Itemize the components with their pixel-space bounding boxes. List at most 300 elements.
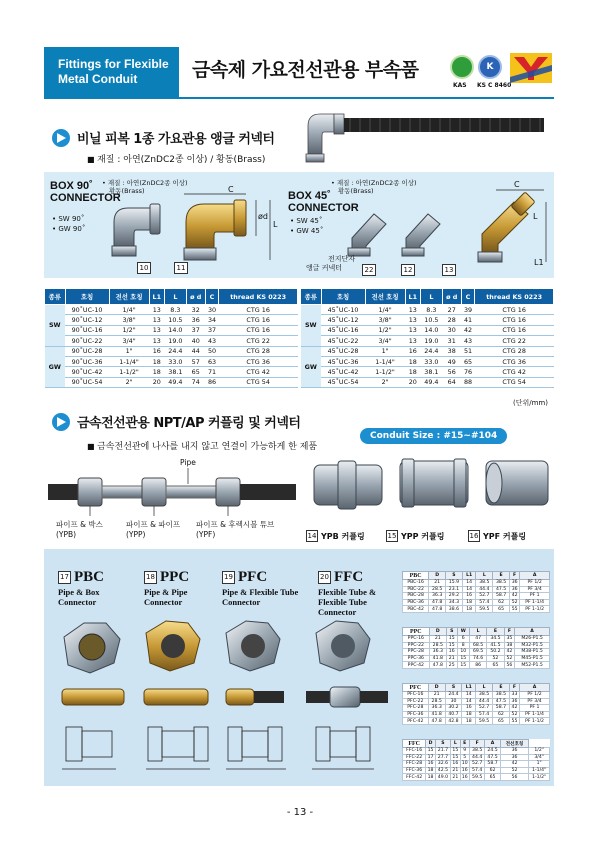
table-cell: 44.4 — [476, 586, 493, 593]
column-header: S — [446, 572, 463, 580]
table-cell: 38.1 — [421, 367, 443, 377]
spec-table-pbc — [402, 571, 550, 613]
table-cell: 65 — [487, 662, 504, 669]
table-cell: 52 — [487, 655, 504, 662]
table-cell: 90˚UC-10 — [65, 305, 109, 315]
column-header: A — [520, 684, 550, 692]
spec-table-pfc — [402, 683, 550, 725]
mini-table-code: PBC — [403, 572, 429, 580]
product-pfc-desc2: Connector — [222, 597, 261, 607]
table-cell: PPC-42 — [403, 662, 430, 669]
table-cell: 38.5 — [492, 692, 509, 699]
table-cell: 3/8" — [365, 315, 405, 325]
table-cell: 65 — [461, 356, 475, 366]
table-cell: 56 — [500, 774, 528, 781]
table-cell: 30 — [205, 305, 219, 315]
table-cell: PPC-28 — [403, 649, 430, 656]
arrow-right-icon — [52, 413, 70, 431]
table-cell: 42 — [500, 761, 528, 768]
table-cell: 17 — [427, 754, 434, 760]
group-label: SW — [45, 305, 66, 347]
table-cell: 49 — [442, 356, 461, 366]
table-cell: 36 — [500, 754, 528, 761]
box45-material-line1: • 재질 : 아연(ZnDC2종 이상) — [331, 179, 417, 187]
box90-material-line1: • 재질 : 아연(ZnDC2종 이상) — [102, 179, 188, 187]
table-row — [403, 754, 550, 761]
table-cell: 52 — [504, 655, 515, 662]
table-cell: 38.5 — [493, 580, 510, 587]
table-cell: 41.5 — [487, 642, 504, 649]
column-header: E — [487, 628, 504, 636]
column-header: F — [504, 628, 515, 636]
table-cell: 16 — [427, 761, 434, 767]
caption-ypp-line1: 파이프 & 파이프 — [126, 520, 181, 529]
table-cell: 34.5 — [487, 636, 504, 643]
item-number-17: 17 — [58, 571, 71, 584]
table-cell: 36.3 — [428, 705, 445, 712]
table-cell: 32 — [186, 305, 205, 315]
table-cell: 15 — [457, 662, 469, 669]
english-title-line2: Metal Conduit — [58, 72, 138, 86]
table-row — [301, 305, 554, 315]
product-ppc — [144, 569, 189, 607]
column-header: A — [515, 628, 550, 636]
table-cell: 16 — [446, 649, 457, 656]
box90-models — [52, 214, 85, 234]
table-row — [45, 346, 298, 356]
table-cell: 45˚UC-22 — [321, 336, 365, 346]
table-row — [403, 593, 550, 600]
table-cell: 21 — [446, 655, 457, 662]
spec-table-ppc — [402, 627, 550, 669]
mini-table-header — [403, 684, 550, 692]
table-cell: 36 — [186, 315, 205, 325]
kas-logo-caption: KAS — [453, 82, 467, 89]
table-cell: 1" — [529, 761, 550, 768]
column-header: S — [446, 628, 457, 636]
table-cell: CTG 36 — [475, 356, 554, 366]
product-ffc-desc1: Flexible Tube & — [318, 587, 377, 597]
table-cell: 35 — [504, 636, 515, 643]
table-cell: 18 — [427, 768, 434, 774]
table-cell: 57.4 — [476, 599, 493, 606]
column-header: L1 — [149, 289, 164, 305]
table-cell: 33.0 — [165, 356, 187, 366]
table-row — [45, 325, 298, 335]
box45-material — [331, 179, 417, 195]
table-cell: 16 — [462, 593, 476, 600]
caption-ypb — [56, 520, 103, 540]
table-cell: 59.5 — [469, 774, 484, 781]
table-cell: 65 — [493, 606, 510, 613]
table-cell: 52.7 — [476, 593, 493, 600]
table-cell: 65 — [492, 718, 509, 725]
table-cell: 18 — [462, 606, 476, 613]
table-cell: 13 — [405, 305, 420, 315]
column-header: 호칭 — [65, 289, 109, 305]
table-cell: 63 — [205, 356, 219, 366]
table-cell: 38.5 — [469, 748, 484, 755]
product-ffc — [318, 569, 376, 617]
table-cell: 47.5 — [485, 754, 500, 761]
group-label: SW — [301, 305, 322, 347]
column-header: E — [492, 684, 509, 692]
table-cell: 39 — [461, 305, 475, 315]
table-cell: 21.7 — [435, 748, 450, 755]
table-cell: 71 — [205, 367, 219, 377]
table-cell: PBC-16 — [403, 580, 429, 587]
table-cell: 33.0 — [421, 356, 443, 366]
table-cell: 59.5 — [476, 718, 493, 725]
conduit-elbow-image — [300, 112, 554, 170]
box90-model-sw: • SW 90˚ — [52, 215, 85, 223]
column-header: F — [509, 684, 519, 692]
product-pbc-desc2: Connector — [58, 597, 97, 607]
column-header: 호칭 — [321, 289, 365, 305]
table-row — [403, 606, 550, 613]
table-cell: PF 3/4 — [520, 698, 550, 705]
table-cell: 31 — [442, 336, 461, 346]
table-cell: PFC-16 — [403, 692, 429, 699]
table-cell: 16 — [405, 346, 420, 356]
table-cell: FFC-22 — [403, 754, 426, 761]
table-cell: 86 — [205, 377, 219, 387]
column-header: A — [485, 740, 500, 748]
column-header: L1 — [462, 572, 476, 580]
table-cell: 52.7 — [476, 705, 493, 712]
table-cell: 14 — [462, 692, 476, 699]
table-cell: PPC-16 — [403, 636, 430, 643]
table-cell: 15 — [452, 748, 459, 754]
table-cell: 28.5 — [429, 642, 446, 649]
table-cell: 24.5 — [485, 748, 500, 755]
item-number-12: 12 — [401, 264, 415, 276]
table-row — [403, 774, 550, 781]
table-cell: 25 — [446, 662, 457, 669]
ground-terminal-caption — [328, 255, 355, 263]
table-cell: 14.0 — [421, 325, 443, 335]
table-cell: 55 — [509, 718, 519, 725]
table-cell: 18 — [462, 711, 476, 718]
table-cell: 19.0 — [165, 336, 187, 346]
table-cell: 42 — [509, 705, 519, 712]
table-row — [301, 325, 554, 335]
table-cell: 18 — [462, 599, 476, 606]
table-cell: 47.5 — [492, 698, 509, 705]
table-cell: 56 — [442, 367, 461, 377]
product-pbc-desc1: Pipe & Box — [58, 587, 100, 597]
table-row — [45, 367, 298, 377]
product-ppc-desc1: Pipe & Pipe — [144, 587, 188, 597]
table-row — [403, 711, 550, 718]
table-cell: 44.4 — [476, 698, 493, 705]
coupling-ypf-text: YPF 커플링 — [483, 531, 527, 541]
table-cell: 24.4 — [421, 346, 443, 356]
table-cell: 13 — [405, 336, 420, 346]
table-cell: 29.2 — [446, 593, 463, 600]
table-cell: CTG 42 — [219, 367, 298, 377]
table-row — [403, 692, 550, 699]
header-rule — [44, 97, 554, 99]
conduit-section-title-text: 금속전선관용 NPT/AP 커플링 및 커넥터 — [77, 416, 301, 431]
table-cell: 45˚UC-28 — [321, 346, 365, 356]
column-header: L1 — [405, 289, 420, 305]
column-header: ø d — [442, 289, 461, 305]
table-cell: 30 — [445, 698, 462, 705]
table-row — [301, 367, 554, 377]
caption-ypp-line2: (YPP) — [126, 530, 146, 539]
table-cell: 1/4" — [109, 305, 149, 315]
table-cell: 55 — [510, 606, 520, 613]
brand-logo-icon — [510, 53, 552, 83]
table-cell: 27 — [442, 305, 461, 315]
table-cell: 58.7 — [493, 593, 510, 600]
table-row — [403, 655, 550, 662]
table-cell: 42 — [504, 649, 515, 656]
table-row — [301, 356, 554, 366]
table-cell: 36 — [510, 586, 520, 593]
item-number-20: 20 — [318, 571, 331, 584]
table-cell: 5 — [460, 754, 469, 761]
table-row — [403, 642, 550, 649]
table-cell: 28 — [442, 315, 461, 325]
table-cell: PFC-28 — [403, 705, 429, 712]
unit-note: (단위/mm) — [513, 399, 548, 407]
table-cell: 62 — [492, 711, 509, 718]
spec-table-45-body — [301, 305, 554, 388]
product-pfc-code: PFC — [238, 569, 268, 585]
table-row — [403, 761, 550, 768]
table-cell: PF 1/2 — [520, 580, 550, 587]
table-row — [45, 315, 298, 325]
caption-ypf-line2: (YPF) — [196, 530, 216, 539]
coupling-ypb-text: YPB 커플링 — [321, 531, 365, 541]
column-header: S — [445, 684, 462, 692]
ks-logo-caption: KS C 8460 — [477, 82, 512, 89]
box45-models — [290, 216, 323, 236]
spec-table-45 — [300, 288, 554, 388]
english-title-block — [44, 47, 179, 99]
coupling-ypb-label — [306, 530, 365, 542]
table-cell: 15 — [457, 655, 469, 662]
table-cell: PBC-22 — [403, 586, 429, 593]
item-number-22: 22 — [362, 264, 376, 276]
table-cell: 13 — [149, 336, 164, 346]
conduit-size-badge: Conduit Size : #15~#104 — [360, 428, 507, 444]
elbow-connector-panel — [44, 172, 554, 278]
mini-table-code: PPC — [403, 628, 430, 636]
table-cell: 18 — [149, 356, 164, 366]
table-cell: 47.5 — [493, 586, 510, 593]
table-cell: 38.1 — [165, 367, 187, 377]
table-cell: 90˚UC-42 — [65, 367, 109, 377]
caption-ypb-line1: 파이프 & 박스 — [56, 520, 103, 529]
table-cell: 45˚UC-10 — [321, 305, 365, 315]
box45-model-sw: • SW 45˚ — [290, 217, 323, 225]
mini-table-code: PFC — [403, 684, 429, 692]
table-cell: PFC-42 — [403, 718, 429, 725]
table-cell: 37 — [205, 325, 219, 335]
item-number-16: 16 — [469, 532, 479, 540]
table-cell: 47.8 — [429, 606, 446, 613]
table-cell: 38.5 — [476, 692, 493, 699]
table-cell: 13 — [405, 315, 420, 325]
table-cell: 27.7 — [435, 754, 450, 761]
column-header: W — [457, 628, 469, 636]
table-cell: CTG 22 — [219, 336, 298, 346]
item-number-13: 13 — [442, 264, 456, 276]
table-cell: 65 — [186, 367, 205, 377]
table-row — [301, 336, 554, 346]
column-header: D — [426, 740, 435, 748]
column-header: 전선 호칭 — [365, 289, 405, 305]
table-cell: FFC-42 — [403, 774, 426, 781]
table-cell: 2" — [365, 377, 405, 387]
column-header: L — [476, 572, 493, 580]
column-header: C — [205, 289, 219, 305]
table-cell: 1" — [365, 346, 405, 356]
coupling-ypf-label — [468, 530, 526, 542]
product-pbc-code: PBC — [74, 569, 104, 585]
table-cell: 45˚UC-16 — [321, 325, 365, 335]
table-cell: 1-1/4" — [529, 767, 550, 774]
table-cell: 16 — [149, 346, 164, 356]
table-cell: 34.3 — [446, 599, 463, 606]
table-cell: 40.7 — [445, 711, 462, 718]
table-cell: 49.0 — [435, 774, 450, 781]
table-cell: 1-1/2" — [529, 774, 550, 781]
table-cell: 1-1/2" — [109, 367, 149, 377]
table-row — [45, 336, 298, 346]
zinc-90-elbow-image — [108, 200, 164, 260]
page-header — [44, 47, 554, 99]
table-cell: 44.4 — [469, 754, 484, 761]
table-cell: CTG 54 — [219, 377, 298, 387]
angle-connector-caption: 앵글 커넥터 — [306, 264, 343, 272]
table-cell: 8.3 — [165, 305, 187, 315]
table-cell: CTG 16 — [475, 315, 554, 325]
elbow-section-title-text: 비닐 피복 1종 가요관용 앵글 커넥터 — [77, 132, 275, 147]
table-cell: 45˚UC-36 — [321, 356, 365, 366]
table-cell: 38 — [504, 642, 515, 649]
coupling-ypp-text: YPP 커플링 — [401, 531, 445, 541]
table-row — [403, 662, 550, 669]
table-cell: 52 — [509, 711, 519, 718]
table-cell: 86 — [469, 662, 486, 669]
product-ffc-desc3: Connector — [318, 607, 357, 617]
table-cell: 90˚UC-28 — [65, 346, 109, 356]
table-cell: CTG 16 — [475, 305, 554, 315]
table-cell: PPC-22 — [403, 642, 430, 649]
pipe-assembly-image — [48, 468, 298, 518]
table-cell: 8 — [457, 642, 469, 649]
table-row — [403, 698, 550, 705]
column-header: D — [429, 628, 446, 636]
table-cell: 16 — [462, 705, 476, 712]
product-ffc-code: FFC — [334, 569, 364, 585]
table-row — [403, 767, 550, 774]
table-cell: 42.8 — [445, 718, 462, 725]
table-cell: 6 — [457, 636, 469, 643]
table-cell: 90˚UC-16 — [65, 325, 109, 335]
table-cell: 28.5 — [428, 698, 445, 705]
table-cell: 30.2 — [445, 705, 462, 712]
kas-logo-icon — [450, 55, 474, 79]
table-cell: 50.2 — [487, 649, 504, 656]
dim-l-45: L — [533, 212, 538, 221]
dim-d-90: ød — [258, 212, 268, 221]
box90-model-gw: • GW 90˚ — [52, 225, 86, 233]
table-cell: 47 — [469, 636, 486, 643]
table-cell: 2" — [109, 377, 149, 387]
dim-c-45: C — [514, 180, 520, 189]
table-cell: 15.9 — [446, 580, 463, 587]
table-row — [45, 356, 298, 366]
mini-table-header — [403, 740, 550, 748]
table-cell: 43 — [461, 336, 475, 346]
table-cell: 15 — [427, 748, 434, 754]
table-row — [301, 377, 554, 387]
column-header: thread KS 0223 — [475, 289, 554, 305]
table-cell: 1" — [109, 346, 149, 356]
table-cell: 16 — [461, 774, 468, 780]
table-cell: 44 — [186, 346, 205, 356]
table-cell: 21 — [452, 768, 459, 774]
column-header: D — [428, 684, 445, 692]
table-cell: 45˚UC-42 — [321, 367, 365, 377]
table-cell: PBC-28 — [403, 593, 429, 600]
product-ppc-desc2: Connector — [144, 597, 183, 607]
table-cell: 56 — [504, 662, 515, 669]
mini-table-code: FFC — [403, 740, 426, 748]
spec-table-90-header — [45, 289, 298, 305]
table-row — [403, 705, 550, 712]
table-row — [45, 305, 298, 315]
ks-logo-icon: K — [478, 55, 502, 79]
table-cell: PF 1-1/2 — [520, 718, 550, 725]
column-header: C — [461, 289, 475, 305]
certification-logos — [450, 51, 554, 95]
table-cell: PF 1 — [520, 593, 550, 600]
table-cell: 76 — [461, 367, 475, 377]
column-header: F — [510, 572, 520, 580]
table-cell: CTG 36 — [219, 356, 298, 366]
table-cell: 36 — [500, 748, 528, 755]
product-pbc — [58, 569, 104, 607]
column-header: L — [469, 628, 486, 636]
box90-label-line1: BOX 90˚ — [50, 180, 93, 192]
caption-ypf-line1: 파이프 & 후렉시블 튜브 — [196, 520, 275, 529]
box90-material-line2: 황동(Brass) — [109, 187, 145, 195]
table-cell: PF 1-1/2 — [520, 606, 550, 613]
table-cell: CTG 22 — [475, 336, 554, 346]
table-cell: 74 — [186, 377, 205, 387]
table-cell: 41.8 — [429, 655, 446, 662]
column-header: L1 — [462, 684, 476, 692]
table-cell: 15 — [446, 642, 457, 649]
column-header: ø d — [186, 289, 205, 305]
table-cell: 20 — [149, 377, 164, 387]
product-ffc-desc2: Flexible Tube — [318, 597, 367, 607]
conduit-section-title — [52, 412, 300, 431]
table-cell: PF 1 — [520, 705, 550, 712]
table-cell: 51 — [461, 346, 475, 356]
table-cell: 20 — [405, 377, 420, 387]
table-cell: PF 3/4 — [520, 586, 550, 593]
table-cell: 8.3 — [421, 305, 443, 315]
table-cell: 14 — [462, 586, 476, 593]
table-cell: 24.4 — [445, 692, 462, 699]
